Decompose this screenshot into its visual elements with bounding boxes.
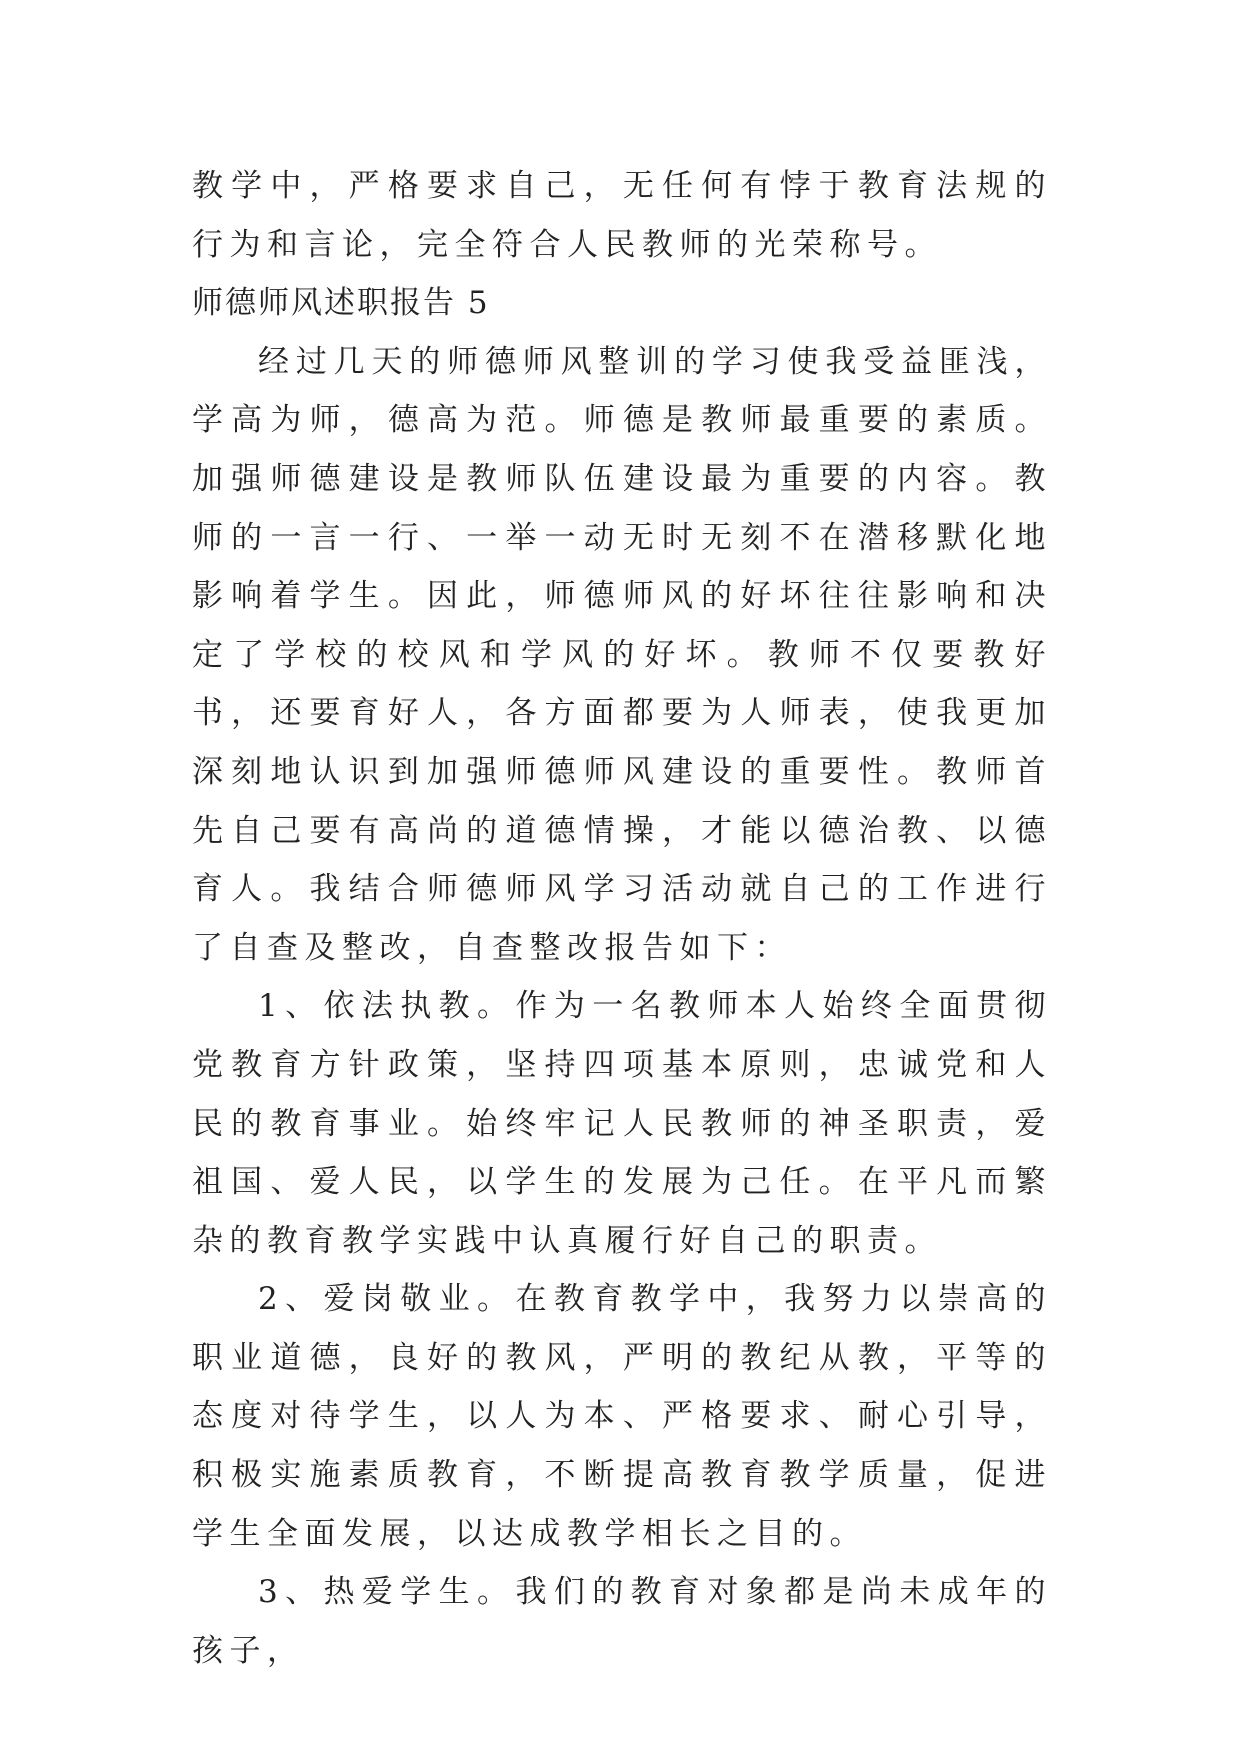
paragraph-item-1: 1、依法执教。作为一名教师本人始终全面贯彻党教育方针政策，坚持四项基本原则，忠诚党和人民的教育事业。始终牢记人民教师的神圣职责，爱祖国、爱人民，以学生的发展为己任。在平凡而繁杂的教育教学实践中认真履行好自己的职责。 [192,988,1052,1259]
paragraph-continuation: 教学中，严格要求自己，无任何有悖于教育法规的行为和言论，完全符合人民教师的光荣称号。 [192,168,1052,263]
section-heading: 师德师风述职报告 5 [192,285,490,322]
document-body [192,157,1052,1680]
paragraph-item-2: 2、爱岗敬业。在教育教学中，我努力以崇高的职业道德，良好的教风，严明的教纪从教，平等的态度对待学生，以人为本、严格要求、耐心引导，积极实施素质教育，不断提高教育教学质量，促进学生全面发展，以达成教学相长之目的。 [192,1281,1052,1552]
paragraph-item-3: 3、热爱学生。我们的教育对象都是尚未成年的孩子， [192,1574,1052,1669]
paragraph-intro: 经过几天的师德师风整训的学习使我受益匪浅，学高为师，德高为范。师德是教师最重要的素质。加强师德建设是教师队伍建设最为重要的内容。教师的一言一行、一举一动无时无刻不在潜移默化地影响着学生。因此，师德师风的好坏往往影响和决定了学校的校风和学风的好坏。教师不仅要教好书，还要育好人，各方面都要为人师表，使我更加深刻地认识到加强师德师风建设的重要性。教师首先自己要有高尚的道德情操，才能以德治教、以德育人。我结合师德师风学习活动就自己的工作进行了自查及整改，自查整改报告如下： [192,343,1052,966]
